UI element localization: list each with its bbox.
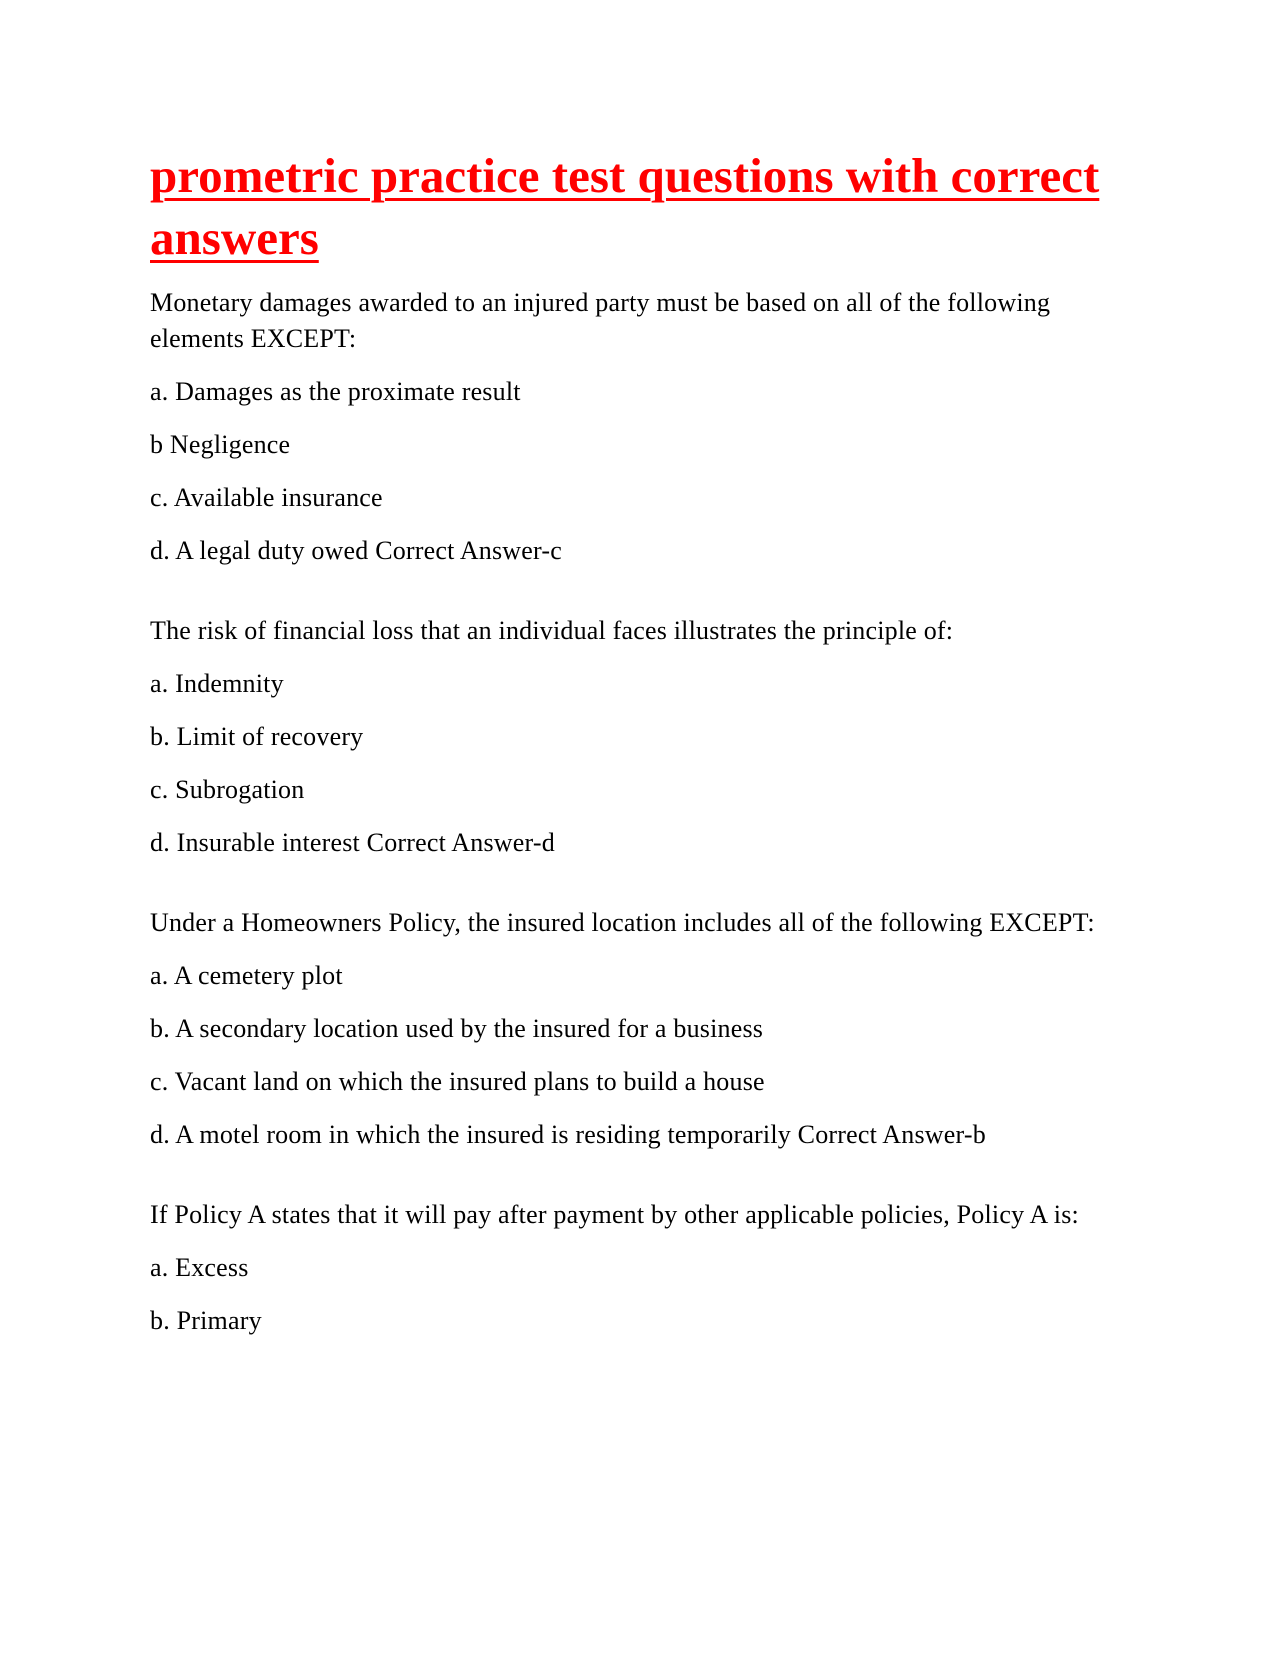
question-text: Under a Homeowners Policy, the insured location includes all of the following EXCEPT:	[150, 908, 1095, 937]
document-title: prometric practice test questions with correct answers	[150, 148, 1100, 265]
option-d-text: d. A legal duty owed	[150, 536, 369, 565]
question-text: The risk of financial loss that an individual faces illustrates the principle of:	[150, 616, 954, 645]
option-list	[150, 958, 1130, 1153]
option-b: b Negligence	[150, 430, 291, 459]
document-page	[150, 145, 1130, 1356]
option-list	[150, 374, 1130, 569]
question-text: If Policy A states that it will pay after payment by other applicable policies, Policy A is:	[150, 1200, 1079, 1229]
option-d	[150, 533, 1130, 569]
question-block	[150, 613, 1130, 861]
question-text: Monetary damages awarded to an injured party must be based on all of the following elements EXCEPT:	[150, 288, 1051, 353]
option-b: b. A secondary location used by the insured for a business	[150, 1014, 764, 1043]
option-a: a. A cemetery plot	[150, 961, 343, 990]
option-d-text: d. Insurable interest	[150, 828, 360, 857]
option-c: c. Subrogation	[150, 775, 305, 804]
option-b: b. Limit of recovery	[150, 722, 364, 751]
question-block	[150, 905, 1130, 1153]
option-d	[150, 825, 1130, 861]
option-list	[150, 1250, 1130, 1339]
option-a: a. Damages as the proximate result	[150, 377, 521, 406]
option-list	[150, 666, 1130, 861]
question-block	[150, 285, 1130, 569]
correct-answer: Correct Answer-d	[366, 828, 555, 857]
option-d-text: d. A motel room in which the insured is residing temporarily	[150, 1120, 791, 1149]
option-a: a. Indemnity	[150, 669, 284, 698]
option-c: c. Vacant land on which the insured plans to build a house	[150, 1067, 765, 1096]
option-c: c. Available insurance	[150, 483, 383, 512]
question-block	[150, 1197, 1130, 1339]
correct-answer: Correct Answer-b	[797, 1120, 986, 1149]
option-a: a. Excess	[150, 1253, 249, 1282]
correct-answer: Correct Answer-c	[375, 536, 562, 565]
option-d	[150, 1117, 1130, 1153]
option-b: b. Primary	[150, 1306, 262, 1335]
